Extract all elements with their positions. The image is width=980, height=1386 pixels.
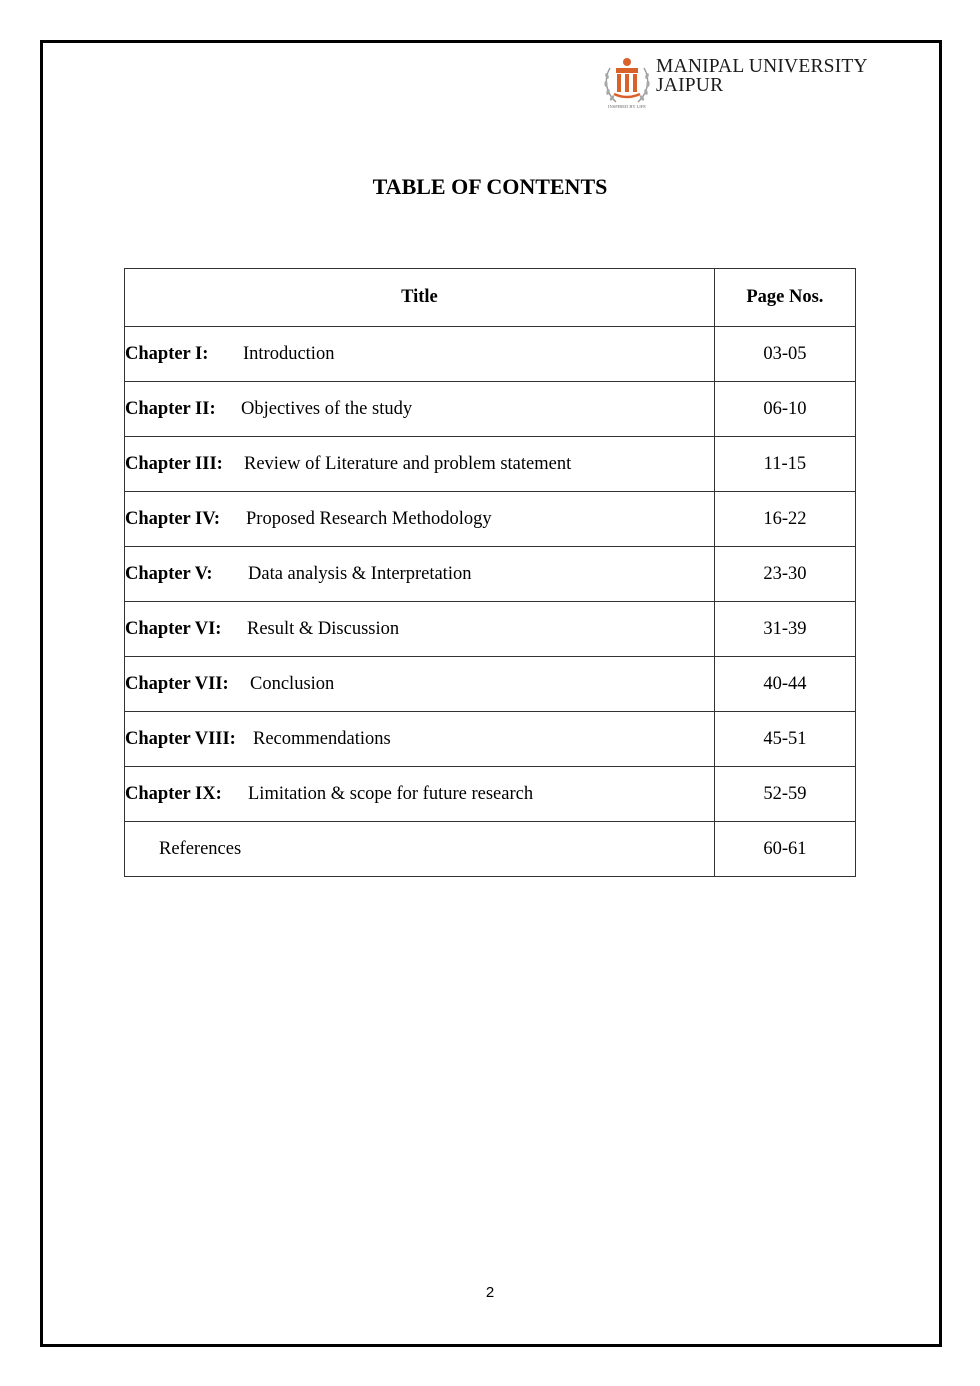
page-range: 16-22 — [714, 492, 855, 547]
toc-entry-title-cell — [125, 547, 715, 602]
chapter-title: Data analysis & Interpretation — [248, 563, 472, 584]
table-row — [125, 657, 856, 712]
toc-entry-title-cell — [125, 602, 715, 657]
toc-entry-title-cell — [125, 492, 715, 547]
page-range: 23-30 — [714, 547, 855, 602]
page-range: 03-05 — [714, 327, 855, 382]
page-title: TABLE OF CONTENTS — [372, 174, 608, 199]
table-row — [125, 602, 856, 657]
chapter-title: Conclusion — [250, 673, 335, 694]
chapter-title: Introduction — [243, 343, 335, 364]
chapter-label: Chapter II: — [125, 398, 216, 419]
table-row — [125, 327, 856, 382]
table-row — [125, 822, 856, 877]
chapter-label: Chapter I: — [125, 343, 209, 364]
chapter-label: Chapter VII: — [125, 673, 229, 694]
table-row — [125, 437, 856, 492]
table-row — [125, 547, 856, 602]
chapter-title: Proposed Research Methodology — [246, 508, 492, 529]
logo-tagline: INSPIRED BY LIFE — [607, 104, 647, 109]
page-range: 31-39 — [714, 602, 855, 657]
chapter-label: Chapter IV: — [125, 508, 221, 529]
toc-entry-title-cell — [125, 657, 715, 712]
toc-entry-title-cell — [125, 767, 715, 822]
toc-entry-title-cell — [125, 382, 715, 437]
logo-line-2: JAIPUR — [656, 75, 724, 96]
table-row — [125, 492, 856, 547]
toc-entry-title-cell — [125, 437, 715, 492]
page-range: 45-51 — [714, 712, 855, 767]
references-title: References — [159, 838, 242, 859]
toc-entry-title-cell — [125, 822, 715, 877]
chapter-title: Limitation & scope for future research — [248, 783, 534, 804]
table-row — [125, 712, 856, 767]
page-range: 52-59 — [714, 767, 855, 822]
logo-wordmark — [656, 57, 868, 95]
university-logo — [602, 54, 872, 110]
logo-line-1: MANIPAL UNIVERSITY — [656, 56, 868, 77]
table-header-row — [125, 269, 856, 327]
toc-entry-title-cell — [125, 327, 715, 382]
page-range: 40-44 — [714, 657, 855, 712]
page-number: 2 — [485, 1284, 495, 1301]
table-row — [125, 382, 856, 437]
header-title: Title — [125, 269, 715, 327]
chapter-label: Chapter III: — [125, 453, 223, 474]
page-range: 11-15 — [714, 437, 855, 492]
table-row — [125, 767, 856, 822]
chapter-title: Recommendations — [253, 728, 391, 749]
header-page-nos: Page Nos. — [714, 269, 855, 327]
toc-entry-title-cell — [125, 712, 715, 767]
chapter-label: Chapter VIII: — [125, 728, 236, 749]
chapter-title: Review of Literature and problem statement — [244, 453, 572, 474]
chapter-label: Chapter IX: — [125, 783, 222, 804]
chapter-label: Chapter V: — [125, 563, 213, 584]
chapter-label: Chapter VI: — [125, 618, 222, 639]
page-range: 06-10 — [714, 382, 855, 437]
chapter-title: Result & Discussion — [247, 618, 400, 639]
chapter-title: Objectives of the study — [241, 398, 413, 419]
university-emblem-icon — [602, 54, 652, 110]
page-range: 60-61 — [714, 822, 855, 877]
table-of-contents — [124, 268, 856, 877]
